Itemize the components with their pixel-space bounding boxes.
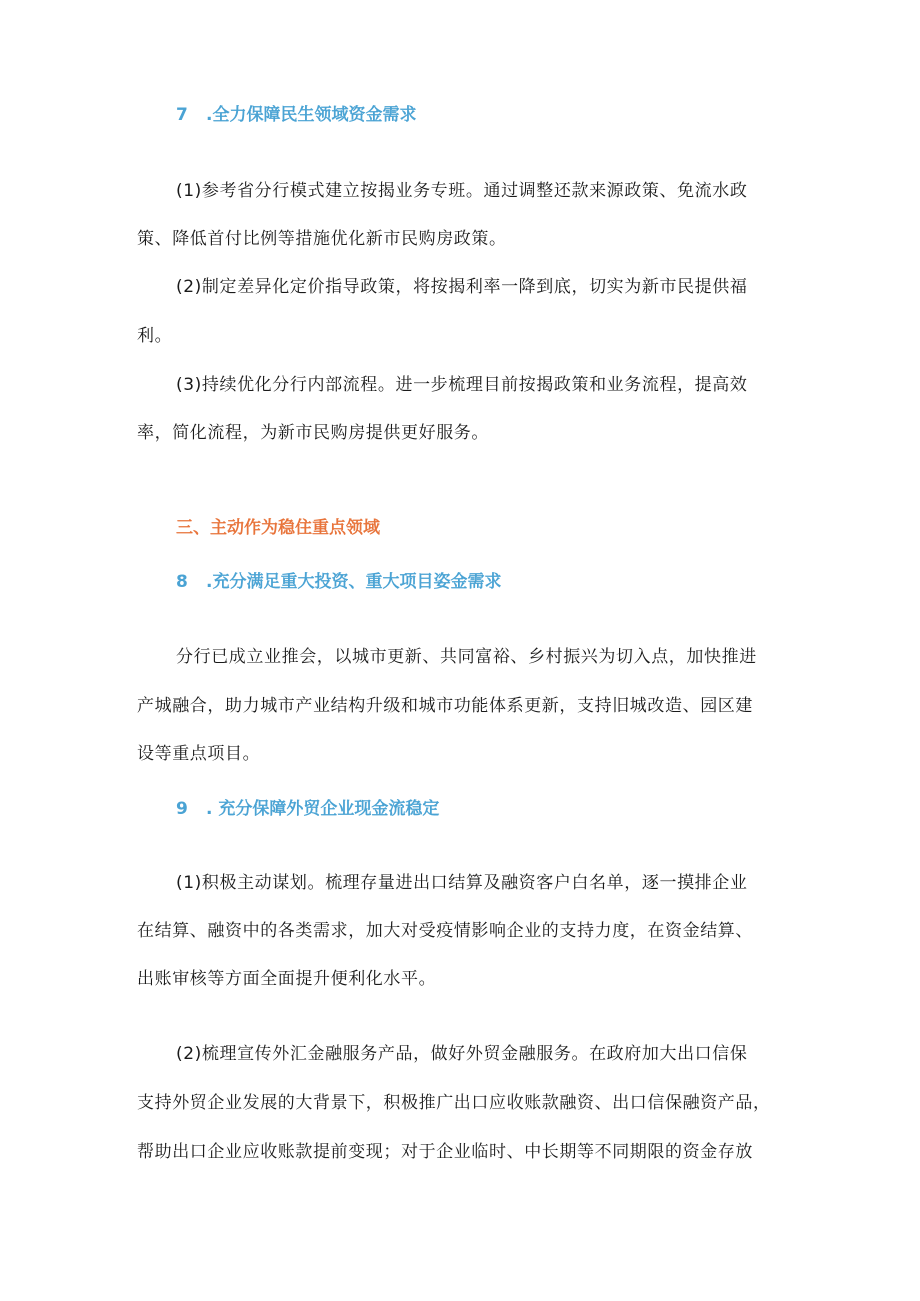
heading-7-text: .全力保障民生领域资金需求 bbox=[206, 105, 417, 125]
para-9-2-line-3: 帮助出口企业应收账款提前变现；对于企业临时、中长期等不同期限的资金存放 bbox=[137, 1142, 753, 1162]
heading-7-number: 7 bbox=[176, 105, 188, 125]
para-9-1-line-1: (1)积极主动谋划。梳理存量进出口结算及融资客户白名单，逐一摸排企业 bbox=[176, 873, 748, 893]
para-8-line-2: 产城融合，助力城市产业结构升级和城市功能体系更新，支持旧城改造、园区建 bbox=[137, 696, 753, 716]
para-8-line-1: 分行已成立业推会，以城市更新、共同富裕、乡村振兴为切入点，加快推进 bbox=[176, 647, 757, 667]
para-9-1-line-2: 在结算、融资中的各类需求，加大对受疫情影响企业的支持力度，在资金结算、 bbox=[137, 921, 753, 941]
heading-9 bbox=[0, 797, 920, 821]
heading-7 bbox=[0, 103, 920, 127]
heading-9-number: 9 bbox=[176, 799, 188, 819]
para-9-2-line-2: 支持外贸企业发展的大背景下，积极推广出口应收账款融资、出口信保融资产品， bbox=[137, 1093, 771, 1113]
para-9-2-line-1: (2)梳理宣传外汇金融服务产品，做好外贸金融服务。在政府加大出口信保 bbox=[176, 1044, 748, 1064]
para-7-3-line-2: 率，简化流程，为新市民购房提供更好服务。 bbox=[137, 423, 489, 443]
para-7-2-line-2: 利。 bbox=[137, 326, 173, 346]
para-7-3-line-1: (3)持续优化分行内部流程。进一步梳理目前按揭政策和业务流程，提高效 bbox=[176, 375, 748, 395]
heading-8-text: .充分满足重大投资、重大项目姿金需求 bbox=[206, 572, 502, 592]
para-7-1-line-2: 策、降低首付比例等措施优化新市民购房政策。 bbox=[137, 229, 507, 249]
para-9-1-line-3: 出账审核等方面全面提升便利化水平。 bbox=[137, 969, 437, 989]
heading-8-number: 8 bbox=[176, 572, 188, 592]
para-7-2-line-1: (2)制定差异化定价指导政策，将按揭利率一降到底，切实为新市民提供福 bbox=[176, 277, 748, 297]
heading-8 bbox=[0, 570, 920, 594]
para-8-line-3: 设等重点项目。 bbox=[137, 744, 261, 764]
section-3-title: 三、主动作为稳住重点领域 bbox=[176, 518, 380, 538]
heading-9-text: . 充分保障外贸企业现金流稳定 bbox=[206, 799, 440, 819]
para-7-1-line-1: (1)参考省分行模式建立按揭业务专班。通过调整还款来源政策、免流水政 bbox=[176, 181, 748, 201]
